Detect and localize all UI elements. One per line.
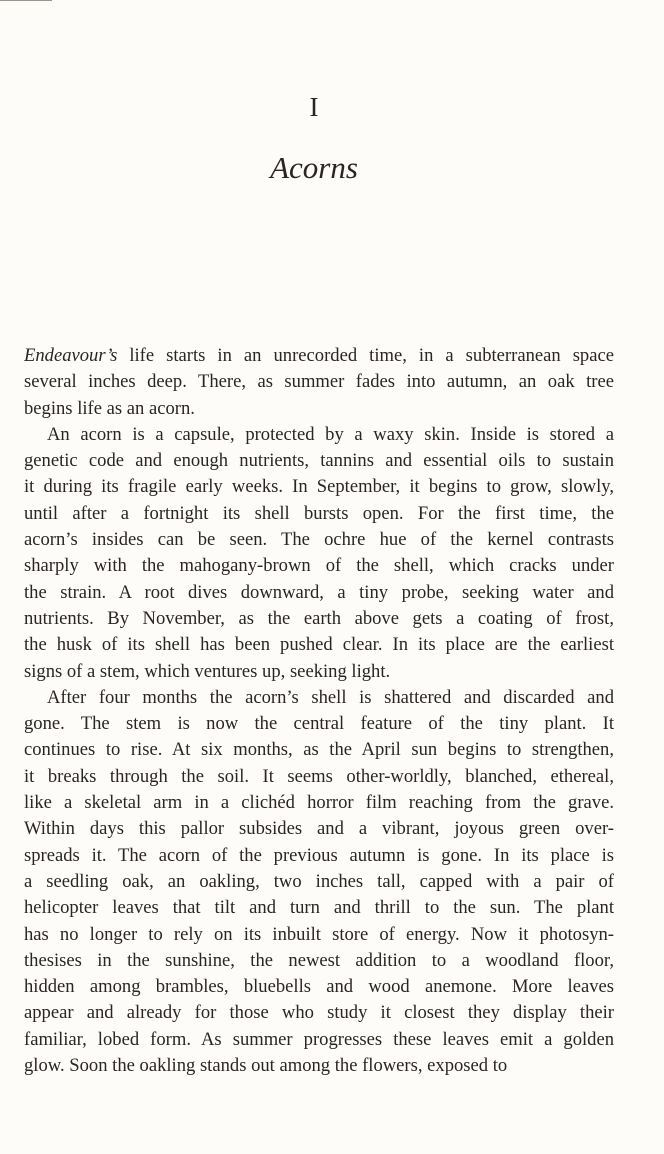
text-line xyxy=(24,1027,614,1053)
line-text: genetic code and enough nutrients, tannins and essential oils to sustain xyxy=(24,450,614,472)
scan-edge-line xyxy=(0,0,52,1)
text-line xyxy=(24,1000,614,1026)
text-line xyxy=(24,396,614,422)
line-text: has no longer to rely on its inbuilt store of energy. Now it photosyn- xyxy=(24,923,614,945)
text-line xyxy=(24,448,614,474)
chapter-title: Acorns xyxy=(270,150,358,185)
line-text: nutrients. By November, as the earth above gets a coating of frost, xyxy=(24,607,614,629)
line-text: it breaks through the soil. It seems other-worldly, blanched, ethereal, xyxy=(24,765,614,787)
text-line xyxy=(24,948,614,974)
italic-ship-name: Endeavour’s xyxy=(24,345,118,366)
text-line xyxy=(24,816,614,842)
line-text: After four months the acorn’s shell is shattered and discarded and xyxy=(47,686,614,708)
line-text: gone. The stem is now the central feature of the tiny plant. It xyxy=(24,713,614,735)
text-line xyxy=(24,764,614,790)
line-text: until after a fortnight its shell bursts open. For the first time, the xyxy=(24,502,614,524)
text-line xyxy=(24,895,614,921)
line-text: An acorn is a capsule, protected by a waxy skin. Inside is stored a xyxy=(47,423,614,445)
line-text: like a skeletal arm in a clichéd horror film reaching from the grave. xyxy=(24,792,614,814)
line-text: the husk of its shell has been pushed clear. In its place are the earliest xyxy=(24,634,614,656)
text-line xyxy=(24,790,614,816)
line-text: acorn’s insides can be seen. The ochre hue of the kernel contrasts xyxy=(24,529,614,551)
line-text: the strain. A root dives downward, a tiny probe, seeking water and xyxy=(24,581,614,603)
line-text: signs of a stem, which ventures up, seeking light. xyxy=(24,660,391,682)
text-line xyxy=(24,343,614,369)
line-text: helicopter leaves that tilt and turn and thrill to the sun. The plant xyxy=(24,897,614,919)
text-line xyxy=(24,711,614,737)
line-text: continues to rise. At six months, as the April sun begins to strengthen, xyxy=(24,739,614,761)
line-text: glow. Soon the oakling stands out among the flowers, exposed to xyxy=(24,1055,508,1077)
text-line xyxy=(24,1053,614,1079)
line-text: familiar, lobed form. As summer progresses these leaves emit a golden xyxy=(24,1028,614,1050)
line-text: a seedling oak, an oakling, two inches tall, capped with a pair of xyxy=(24,870,614,892)
text-line xyxy=(24,922,614,948)
line-text: life starts in an unrecorded time, in a subterranean space xyxy=(117,345,614,366)
line-text: begins life as an acorn. xyxy=(24,397,195,419)
text-line xyxy=(24,659,614,685)
text-line xyxy=(24,553,614,579)
text-line xyxy=(24,606,614,632)
line-text: sharply with the mahogany-brown of the shell, which cracks under xyxy=(24,555,614,577)
line-text: Within days this pallor subsides and a vibrant, joyous green over- xyxy=(24,818,614,840)
chapter-number: I xyxy=(309,92,319,122)
text-line xyxy=(24,501,614,527)
text-line xyxy=(24,527,614,553)
line-text: hidden among brambles, bluebells and wood anemone. More leaves xyxy=(24,976,614,998)
line-text: spreads it. The acorn of the previous autumn is gone. In its place is xyxy=(24,844,614,866)
text-line xyxy=(24,737,614,763)
text-line xyxy=(24,843,614,869)
line-text: it during its fragile early weeks. In September, it begins to grow, slowly, xyxy=(24,476,614,498)
text-line xyxy=(24,580,614,606)
line-text: appear and already for those who study it closest they display their xyxy=(24,1002,614,1024)
text-line xyxy=(24,369,614,395)
text-line xyxy=(24,685,614,711)
chapter-body xyxy=(24,343,614,1079)
text-line xyxy=(24,632,614,658)
line-text: several inches deep. There, as summer fades into autumn, an oak tree xyxy=(24,371,614,393)
text-line xyxy=(24,869,614,895)
text-line xyxy=(24,474,614,500)
text-line xyxy=(24,422,614,448)
text-line xyxy=(24,974,614,1000)
line-text: thesises in the sunshine, the newest addition to a woodland floor, xyxy=(24,949,614,971)
